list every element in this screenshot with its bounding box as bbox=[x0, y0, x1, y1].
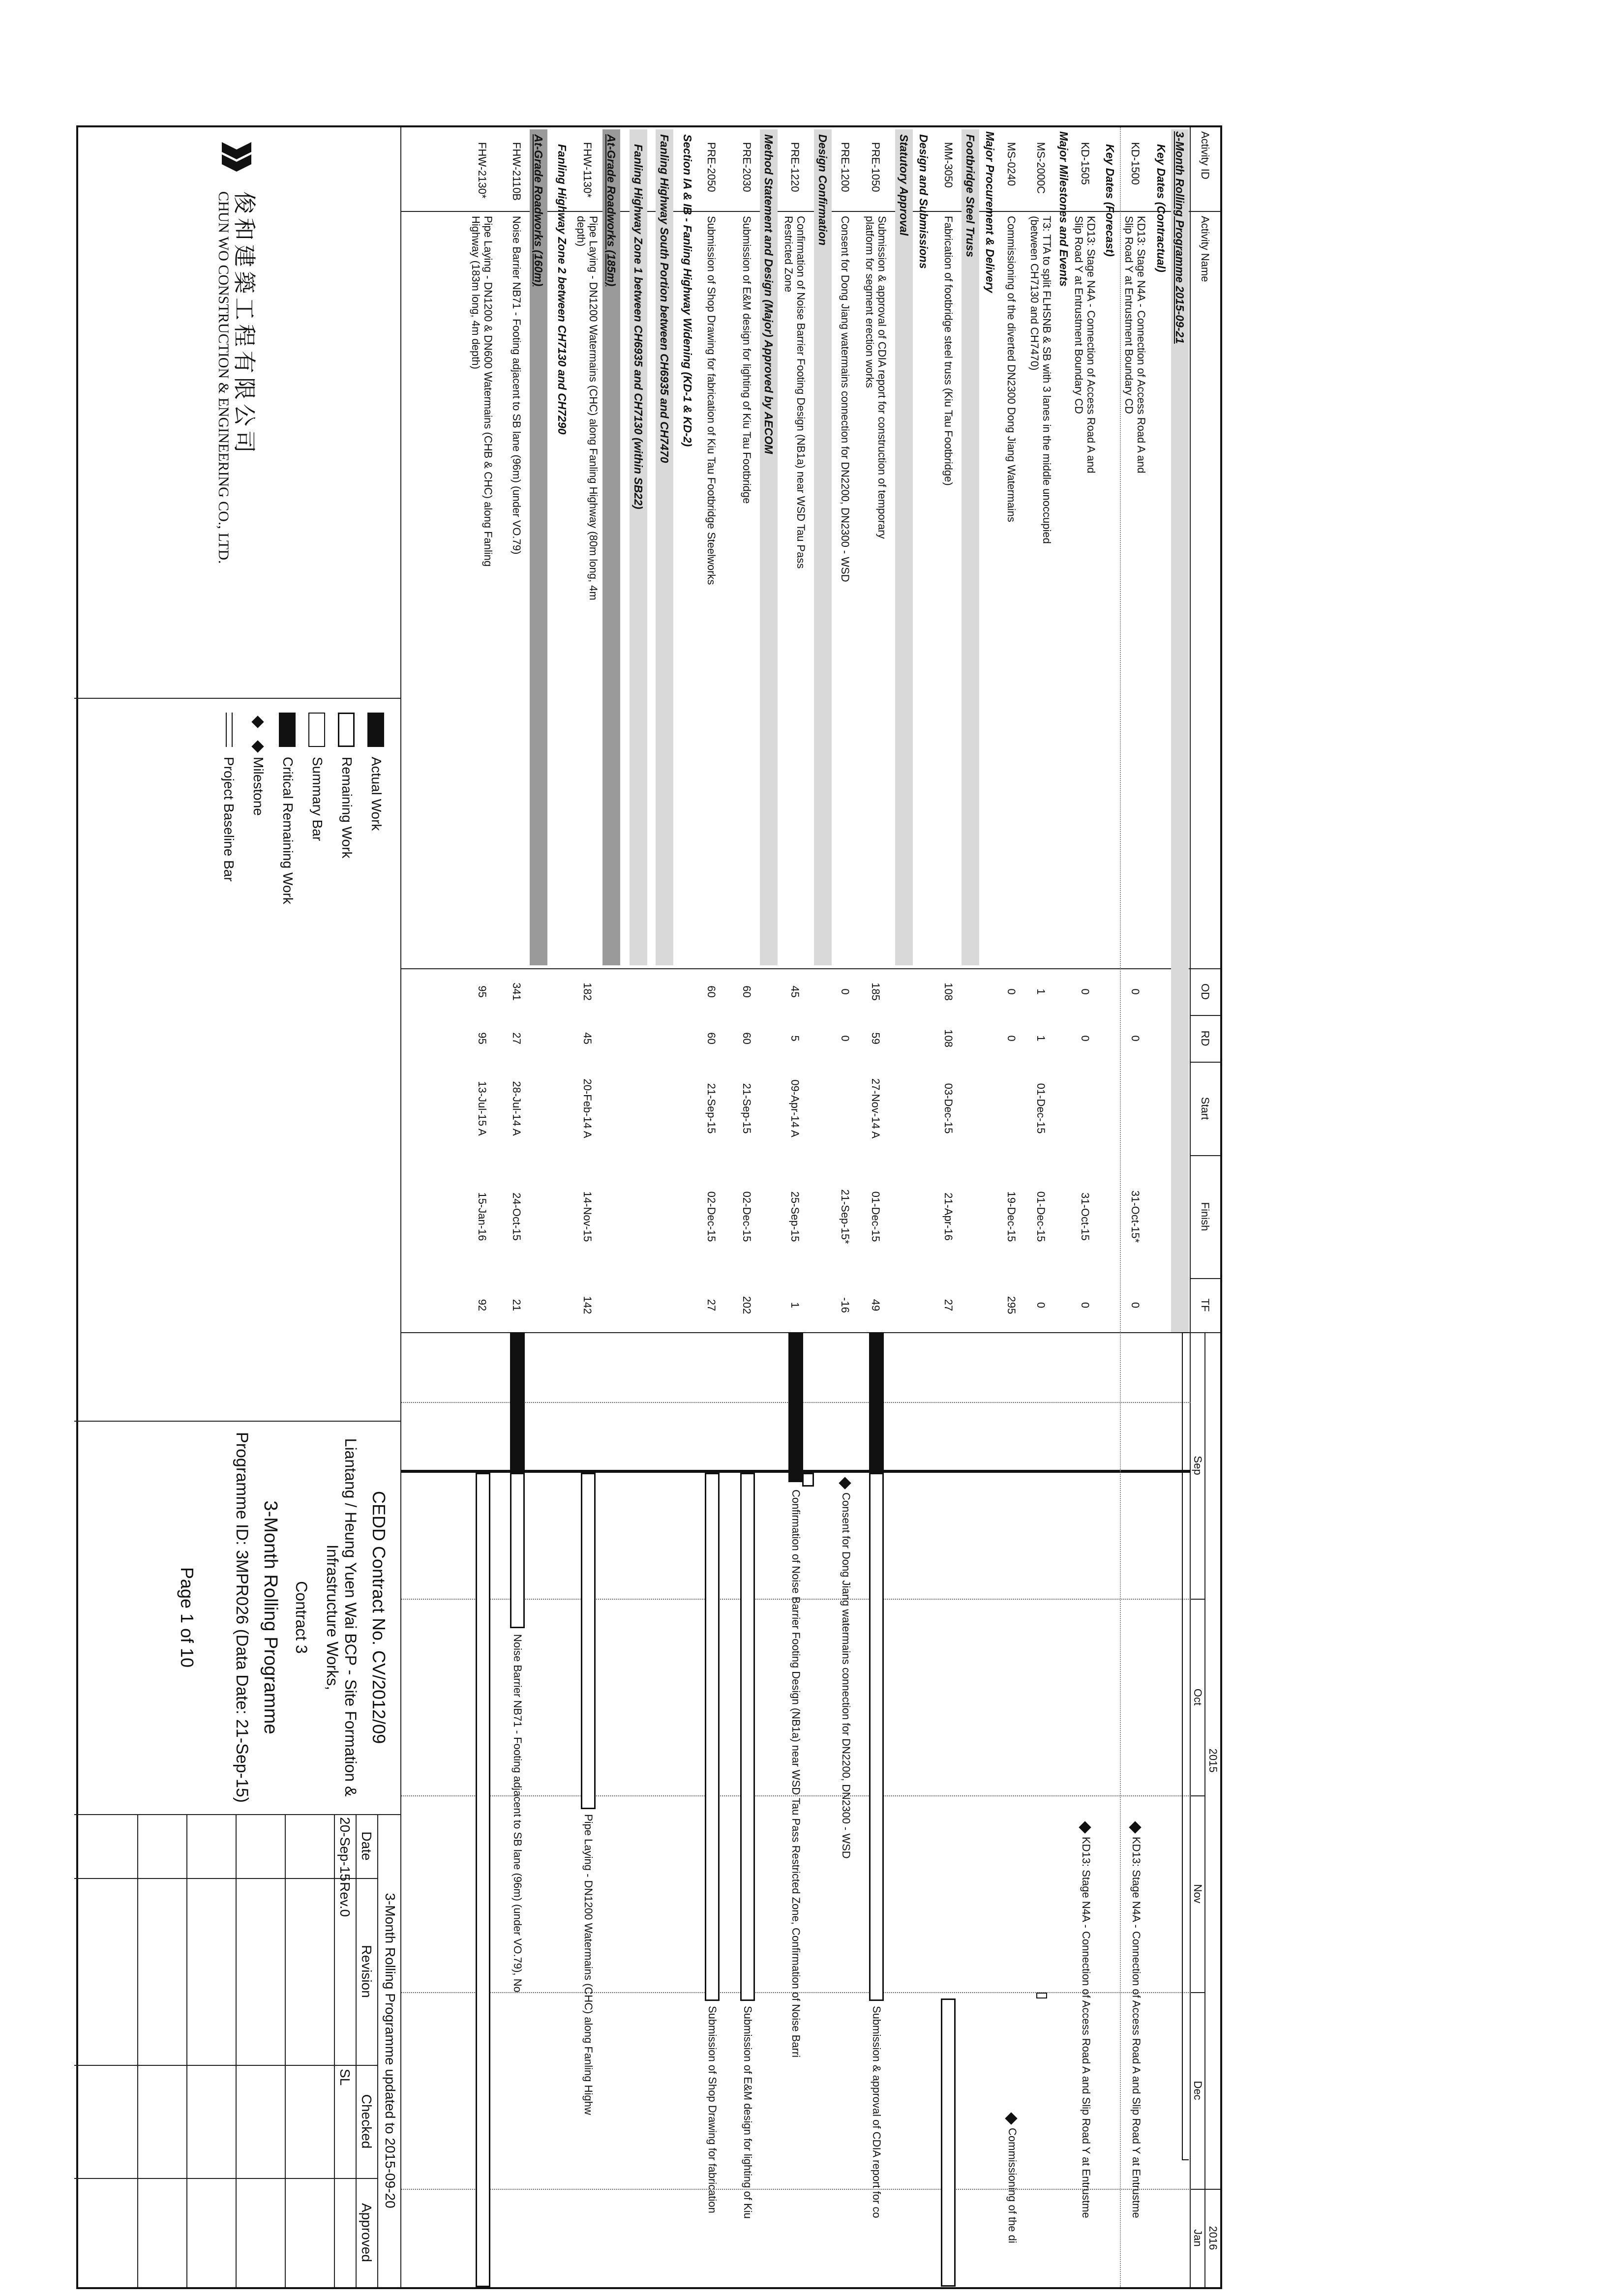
group-fanling-zone2: Fanling Highway Zone 2 between CH7130 and CH7290 bbox=[556, 144, 569, 435]
pre1220-remain-bar bbox=[802, 1473, 814, 1487]
fhw2130-remain-bar bbox=[476, 1473, 490, 2287]
ms2000c-finish: 01-Dec-15 bbox=[1035, 1191, 1047, 1242]
title-programme: 3-Month Rolling Programme bbox=[260, 1500, 281, 1734]
fhw2110b-tf: 21 bbox=[511, 1299, 523, 1312]
fhw2130-od: 95 bbox=[476, 985, 488, 998]
mm3050-rd: 108 bbox=[942, 1029, 955, 1047]
fhw2130-id: FHW-2130* bbox=[476, 142, 488, 199]
legend-milestone-icon bbox=[251, 716, 264, 728]
fhw2110b-actual-bar bbox=[510, 1332, 525, 1471]
pre2030-start: 21-Sep-15 bbox=[741, 1083, 753, 1134]
legend-remaining-swatch bbox=[338, 713, 355, 747]
ms2000c-bar bbox=[1036, 1993, 1047, 1998]
company-name-cn: 俊和建築工程有限公司 bbox=[231, 191, 258, 457]
kd1505-finish: 31-Oct-15 bbox=[1079, 1193, 1091, 1241]
rev-col-revision: Revision bbox=[359, 1945, 374, 1998]
pre1200-id: PRE-1200 bbox=[839, 142, 851, 192]
fhw1130-label: Pipe Laying - DN1200 Watermains (CHC) along Fanling Highw bbox=[582, 1814, 595, 2115]
rev-row-date: 20-Sep-15 bbox=[337, 1817, 353, 1881]
mm3050-finish: 21-Apr-16 bbox=[942, 1193, 955, 1241]
footer-sep-revision bbox=[74, 1814, 401, 1815]
pre1200-rd: 0 bbox=[839, 1035, 851, 1042]
group-major-procurement: Major Procurement & Delivery bbox=[984, 131, 996, 293]
pre1200-od: 0 bbox=[839, 988, 851, 995]
sep-name bbox=[401, 968, 1220, 969]
mm3050-id: MM-3050 bbox=[942, 142, 955, 188]
ms2000c-rd: 1 bbox=[1035, 1035, 1047, 1042]
pre1050-actual-bar bbox=[869, 1332, 884, 1471]
col-finish: Finish bbox=[1199, 1202, 1211, 1231]
kd1505-tf: 0 bbox=[1079, 1302, 1091, 1309]
rev-line-6 bbox=[186, 1814, 187, 2287]
mm3050-od: 108 bbox=[942, 983, 955, 1001]
year-2015: 2015 bbox=[1207, 1748, 1219, 1773]
pre2030-tf: 202 bbox=[741, 1296, 753, 1314]
fhw2110b-start: 28-Jul-14 A bbox=[511, 1081, 523, 1136]
group-footbridge: Footbridge Steel Truss bbox=[962, 129, 979, 965]
legend-summary-swatch bbox=[308, 713, 325, 747]
pre2030-name: Submission of E&M design for lighting of Kiu Tau Footbridge bbox=[741, 216, 753, 504]
pre1050-tf: 49 bbox=[870, 1299, 882, 1312]
pre1050-od: 185 bbox=[870, 983, 882, 1001]
fhw1130-tf: 142 bbox=[581, 1296, 594, 1314]
company-logo bbox=[214, 137, 259, 181]
pre1220-label: Confirmation of Noise Barrier Footing Design (NB1a) near WSD Tau Pass Restricted Zone, Confirmation of Noise Barri bbox=[790, 1490, 802, 2058]
summary-bar-programme bbox=[1182, 1332, 1189, 2160]
rev-line-1 bbox=[377, 1814, 378, 2287]
title-contract: CEDD Contract No. CV/2012/09 bbox=[369, 1491, 389, 1744]
pre1220-finish: 25-Sep-15 bbox=[789, 1191, 801, 1242]
pre1220-tf: 1 bbox=[789, 1302, 801, 1309]
fhw2110b-label: Noise Barrier NB71 - Footing adjacent to SB lane (96m) (under VO.79), No bbox=[511, 1634, 524, 1993]
fhw2130-tf: 92 bbox=[476, 1299, 488, 1312]
rev-line-5 bbox=[236, 1814, 237, 2287]
pre2050-id: PRE-2050 bbox=[705, 142, 718, 192]
ms0240-label: Commissioning of the di bbox=[1006, 2128, 1019, 2243]
fhw1130-id: FHW-1130* bbox=[581, 142, 594, 198]
group-method-statement: Method Statement and Design (Major) Approved by AECOM bbox=[760, 129, 778, 965]
pre2050-tf: 27 bbox=[705, 1299, 718, 1312]
pre1050-rd: 59 bbox=[870, 1032, 882, 1044]
rev-line-4 bbox=[285, 1814, 286, 2287]
fhw2110b-name: Noise Barrier NB71 - Footing adjacent to SB lane (96m) (under VO.79) bbox=[511, 216, 523, 555]
group-atgrade-185: At-Grade Roadworks (185m) bbox=[602, 129, 620, 965]
group-design-confirmation: Design Confirmation bbox=[814, 129, 832, 965]
kd1500-id: KD-1500 bbox=[1129, 142, 1142, 185]
col-activity-name: Activity Name bbox=[1199, 216, 1211, 282]
year-2016: 2016 bbox=[1207, 2226, 1219, 2250]
header-year-divider bbox=[1204, 1332, 1205, 2287]
sep-sep-oct bbox=[1191, 1599, 1205, 1600]
mm3050-start: 03-Dec-15 bbox=[942, 1083, 955, 1134]
group-design-submissions: Design and Submissions bbox=[917, 134, 930, 269]
fhw2130-rd: 95 bbox=[476, 1032, 488, 1044]
group-fanling-south: Fanling Highway South Portion between CH6935 and CH7470 bbox=[656, 129, 673, 965]
fhw1130-finish: 14-Nov-15 bbox=[581, 1191, 594, 1242]
fhw2130-finish: 15-Jan-16 bbox=[476, 1192, 488, 1241]
rev-row-checked: SL bbox=[337, 2069, 353, 2086]
pre1200-name: Consent for Dong Jiang watermains connection for DN2200, DN2300 - WSD bbox=[839, 216, 851, 582]
pre2050-label: Submission of Shop Drawing for fabrication bbox=[706, 2006, 719, 2213]
fhw1130-name: Pipe Laying - DN1200 Watermains (CHC) along Fanling Highway (80m long, 4m depth) bbox=[575, 216, 600, 600]
company-name-en: CHUN WO CONSTRUCTION & ENGINEERING CO., LTD. bbox=[215, 191, 232, 564]
month-dec: Dec bbox=[1192, 2081, 1204, 2100]
rev-line-3 bbox=[334, 1814, 335, 2287]
col-od: OD bbox=[1199, 984, 1211, 1000]
mm3050-bar bbox=[941, 1998, 956, 2287]
legend-actual-swatch bbox=[367, 713, 384, 747]
ms0240-milestone bbox=[1005, 2112, 1017, 2124]
rev-line-2 bbox=[356, 1814, 357, 2287]
pre1200-finish: 21-Sep-15* bbox=[839, 1189, 851, 1244]
pre1200-tf: -16 bbox=[839, 1297, 851, 1313]
ms0240-name: Commissioning of the diverted DN2300 Dong Jiang Watermains bbox=[1005, 216, 1018, 522]
ms0240-rd: 0 bbox=[1005, 1035, 1018, 1042]
pre1220-od: 45 bbox=[789, 985, 801, 998]
legend-actual: Actual Work bbox=[369, 757, 384, 831]
col-start: Start bbox=[1199, 1097, 1211, 1120]
fhw2110b-remain-bar bbox=[510, 1473, 525, 1628]
rev-line-7 bbox=[137, 1814, 138, 2287]
month-sep: Sep bbox=[1192, 1456, 1204, 1475]
pre2030-id: PRE-2030 bbox=[741, 142, 753, 192]
pre1220-rd: 5 bbox=[789, 1035, 801, 1042]
group-section-1a: Section IA & IB - Fanling Highway Widening (KD-1 & KD-2) bbox=[681, 134, 694, 447]
rev-col-approved: Approved bbox=[359, 2203, 374, 2262]
kd1505-rd: 0 bbox=[1079, 1035, 1091, 1042]
mm3050-tf: 27 bbox=[942, 1299, 955, 1312]
group-statutory: Statutory Approval bbox=[895, 129, 913, 965]
col-tf: TF bbox=[1199, 1298, 1211, 1312]
kd1500-finish: 31-Oct-15* bbox=[1129, 1190, 1142, 1243]
group-major-milestones: Major Milestones and Events bbox=[1057, 131, 1070, 287]
chun-wo-logo-icon bbox=[214, 137, 259, 181]
legend-remaining: Remaining Work bbox=[339, 757, 355, 859]
sep-dec-jan bbox=[1191, 2189, 1220, 2190]
fhw1130-remain-bar bbox=[581, 1473, 596, 1809]
grid-jan bbox=[401, 2189, 1191, 2190]
pre2050-finish: 02-Dec-15 bbox=[705, 1191, 718, 1242]
kd1500-milestone bbox=[1129, 1821, 1141, 1833]
group-key-contractual: Key Dates (Contractual) bbox=[1155, 144, 1168, 272]
kd1505-milestone bbox=[1079, 1821, 1091, 1833]
header-divider bbox=[1190, 127, 1191, 2287]
sep-od bbox=[1191, 1015, 1220, 1016]
rev-col-2 bbox=[74, 2065, 378, 2066]
group-programme: 3-Month Rolling Programme 2015-09-21 bbox=[1171, 129, 1189, 1332]
kd1500-tf: 0 bbox=[1129, 1302, 1142, 1309]
kd1500-name: KD13: Stage N4A - Connection of Access Road A and Slip Road Y at Entrustment Boundary CD bbox=[1123, 216, 1147, 474]
pre1200-milestone bbox=[839, 1477, 851, 1489]
rev-col-date: Date bbox=[359, 1831, 374, 1861]
title-project-line2: Contract 3 bbox=[293, 1581, 310, 1654]
month-nov: Nov bbox=[1192, 1884, 1204, 1904]
pre1050-start: 27-Nov-14 A bbox=[870, 1078, 882, 1139]
group-fanling-zone1: Fanling Highway Zone 1 between CH6935 and CH7130 (within SB22) bbox=[630, 129, 647, 965]
sep-start bbox=[1191, 1155, 1220, 1156]
ms0240-tf: 295 bbox=[1005, 1296, 1018, 1314]
sep-nov-dec bbox=[1191, 1992, 1205, 1993]
kd1500-label: KD13: Stage N4A - Connection of Access Road A and Slip Road Y at Entrustme bbox=[1130, 1837, 1143, 2218]
pre1220-actual-bar bbox=[788, 1332, 803, 1471]
fhw2110b-rd: 27 bbox=[511, 1032, 523, 1044]
sep-rd bbox=[1191, 1062, 1220, 1063]
title-page: Page 1 of 10 bbox=[177, 1567, 197, 1668]
ms0240-id: MS-0240 bbox=[1005, 142, 1018, 186]
fhw2130-start: 13-Jul-15 A bbox=[476, 1081, 488, 1136]
kd1505-label: KD13: Stage N4A - Connection of Access Road A and Slip Road Y at Entrustme bbox=[1080, 1837, 1092, 2218]
ms2000c-id: MS-2000C bbox=[1035, 142, 1047, 194]
ms2000c-name: T3: TTA to split FLHSNB & SB with 3 lanes in the middle unoccupied (between CH7130 and CH7470) bbox=[1028, 216, 1053, 544]
month-jan: Jan bbox=[1192, 2229, 1204, 2247]
sep-oct-nov bbox=[1191, 1795, 1205, 1796]
pre2030-od: 60 bbox=[741, 985, 753, 998]
pre2050-od: 60 bbox=[705, 985, 718, 998]
kd1505-id: KD-1505 bbox=[1079, 142, 1091, 185]
pre1200-label: Consent for Dong Jiang watermains connection for DN2200, DN2300 - WSD bbox=[840, 1492, 852, 1859]
revision-heading: 3-Month Rolling Programme updated to 2015-09-20 bbox=[383, 1893, 398, 2208]
fhw2110b-od: 341 bbox=[511, 983, 523, 1001]
ms2000c-od: 1 bbox=[1035, 988, 1047, 995]
fhw2110b-id: FHW-2110B bbox=[511, 142, 523, 201]
legend-critical-swatch bbox=[279, 713, 296, 747]
footer-sep-legend bbox=[74, 698, 401, 699]
col-activity-id: Activity ID bbox=[1199, 131, 1211, 179]
pre2030-label: Submission of E&M design for lighting of Kiu bbox=[742, 2006, 754, 2219]
fhw2110b-finish: 24-Oct-15 bbox=[511, 1193, 523, 1241]
legend-milestone: Milestone bbox=[251, 757, 266, 816]
pre1220-id: PRE-1220 bbox=[789, 142, 801, 192]
legend-summary: Summary Bar bbox=[310, 757, 325, 841]
pre1220-crit-bar bbox=[788, 1471, 803, 1482]
pre2050-remain-bar bbox=[705, 1473, 720, 2001]
pre1050-name: Submission & approval of CDIA report for construction of temporary platform for segment erection works bbox=[864, 216, 888, 539]
group-atgrade-160: At-Grade Roadworks (160m) bbox=[530, 129, 547, 965]
ms2000c-start: 01-Dec-15 bbox=[1035, 1083, 1047, 1134]
pre2030-remain-bar bbox=[740, 1473, 755, 2001]
fhw1130-rd: 45 bbox=[581, 1032, 594, 1044]
kd1500-rd: 0 bbox=[1129, 1035, 1142, 1042]
kd1505-od: 0 bbox=[1079, 988, 1091, 995]
pre2050-name: Submission of Shop Drawing for fabrication of Kiu Tau Footbridge Steelworks bbox=[705, 216, 718, 585]
ms0240-finish: 19-Dec-15 bbox=[1005, 1191, 1018, 1242]
legend-baseline: Project Baseline Bar bbox=[221, 757, 237, 882]
ms0240-od: 0 bbox=[1005, 988, 1018, 995]
pre1050-label: Submission & approval of CDIA report for co bbox=[871, 2006, 883, 2218]
col-rd: RD bbox=[1199, 1030, 1211, 1046]
pre1050-finish: 01-Dec-15 bbox=[870, 1191, 882, 1242]
pre2030-rd: 60 bbox=[741, 1032, 753, 1044]
fhw1130-start: 20-Feb-14 A bbox=[581, 1078, 594, 1138]
row-sep bbox=[1120, 127, 1121, 2287]
kd1500-od: 0 bbox=[1129, 988, 1142, 995]
group-key-forecast: Key Dates (Forecast) bbox=[1104, 144, 1116, 257]
programme-sheet bbox=[76, 125, 1222, 2289]
legend-baseline-swatch bbox=[226, 713, 233, 747]
rev-row-revision: Rev.0 bbox=[337, 1882, 353, 1917]
title-programme-id: Programme ID: 3MPR026 (Data Date: 21-Sep-15) bbox=[233, 1432, 251, 1803]
fhw1130-od: 182 bbox=[581, 983, 594, 1001]
pre1220-name: Confirmation of Noise Barrier Footing Design (NB1a) near WSD Tau Pass Restricted Zone bbox=[782, 216, 807, 569]
mm3050-name: Fabrication of footbridge steel truss (Kiu Tau Footbridge) bbox=[942, 216, 955, 486]
rev-col-1 bbox=[74, 1878, 378, 1879]
pre1050-id: PRE-1050 bbox=[870, 142, 882, 192]
pre1050-remain-bar bbox=[869, 1473, 884, 2001]
kd1505-name: KD13: Stage N4A - Connection of Access Road A and Slip Road Y at Entrustment Boundary CD bbox=[1073, 216, 1097, 474]
rev-col-checked: Checked bbox=[359, 2094, 374, 2149]
pre2030-finish: 02-Dec-15 bbox=[741, 1191, 753, 1242]
ms2000c-tf: 0 bbox=[1035, 1302, 1047, 1309]
month-oct: Oct bbox=[1192, 1688, 1204, 1706]
pre2050-start: 21-Sep-15 bbox=[705, 1083, 718, 1134]
pre2050-rd: 60 bbox=[705, 1032, 718, 1044]
footer-divider bbox=[400, 127, 401, 2287]
fhw2130-name: Pipe Laying - DN1200 & DN600 Watermains (CHB & CHC) along Fanling Highway (183m long, 4m depth) bbox=[470, 216, 494, 567]
sep-id bbox=[401, 211, 1220, 212]
sep-finish bbox=[1191, 1278, 1220, 1279]
legend-critical: Critical Remaining Work bbox=[280, 757, 296, 904]
legend-milestone-icon-2 bbox=[251, 740, 264, 752]
rev-col-3 bbox=[74, 2178, 378, 2179]
title-project-line1: Liantang / Heung Yuen Wai BCP - Site Formation & Infrastructure Works, bbox=[324, 1438, 360, 1797]
pre1220-start: 09-Apr-14 A bbox=[789, 1079, 801, 1137]
